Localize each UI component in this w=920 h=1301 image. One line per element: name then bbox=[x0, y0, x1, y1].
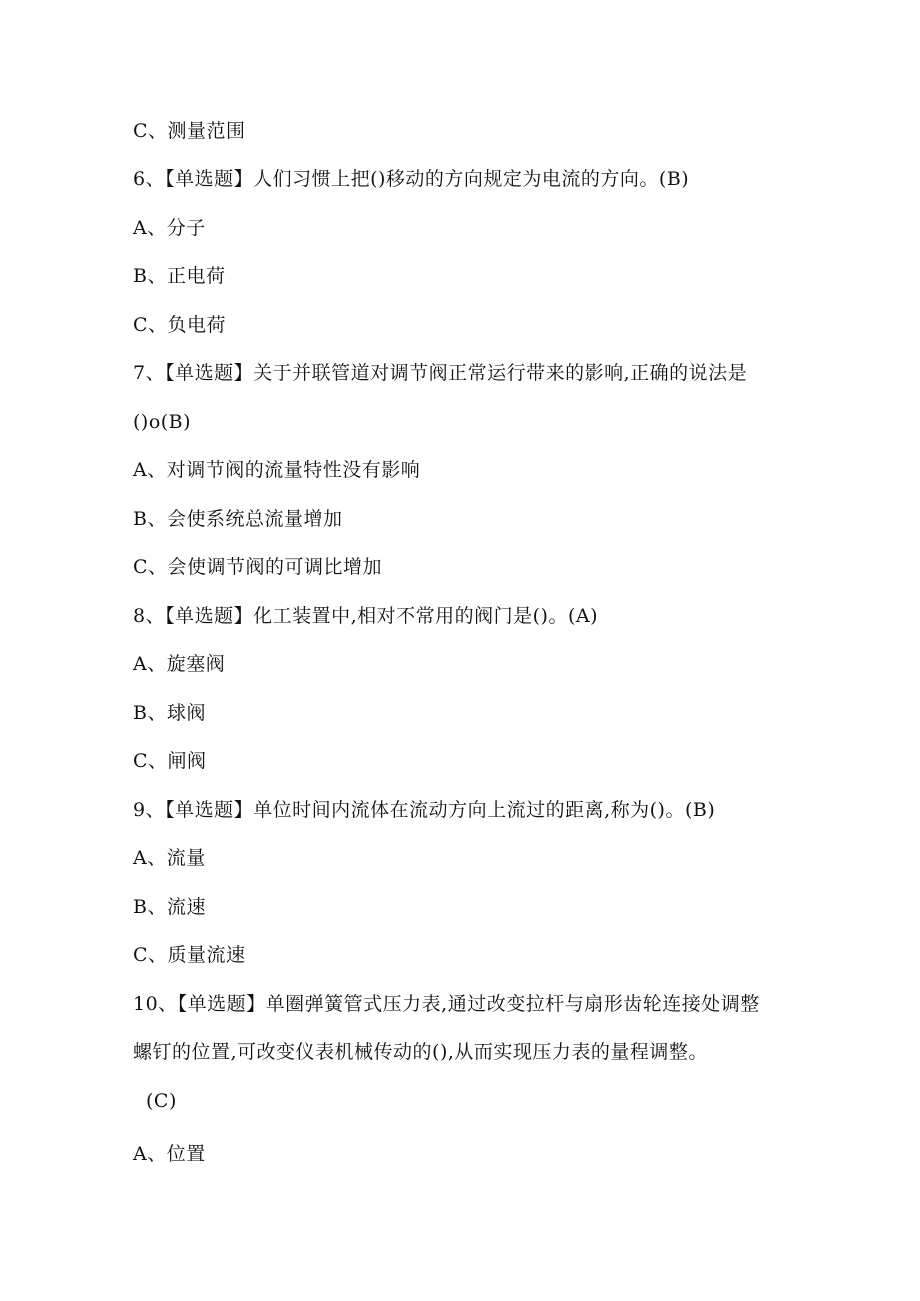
question-line-q7: 7、【单选题】关于并联管道对调节阀正常运行带来的影响,正确的说法是 bbox=[133, 362, 748, 384]
option-line-q6-a: A、分子 bbox=[133, 217, 206, 239]
question-line-q6: 6、【单选题】人们习惯上把()移动的方向规定为电流的方向。(B) bbox=[133, 168, 690, 190]
option-line-q8-c: C、闸阀 bbox=[133, 750, 207, 772]
question-line-q8: 8、【单选题】化工装置中,相对不常用的阀门是()。(A) bbox=[133, 605, 599, 627]
option-line-q9-b: B、流速 bbox=[133, 896, 206, 918]
question-answer-q10: (C) bbox=[146, 1090, 177, 1112]
question-line-q9: 9、【单选题】单位时间内流体在流动方向上流过的距离,称为()。(B) bbox=[133, 799, 716, 821]
question-line-q10: 10、【单选题】单圈弹簧管式压力表,通过改变拉杆与扇形齿轮连接处调整 bbox=[133, 993, 760, 1015]
question-line-q7-cont: ()o(B) bbox=[133, 411, 192, 433]
option-line-q10-a: A、位置 bbox=[133, 1143, 206, 1165]
option-line-q6-b: B、正电荷 bbox=[133, 265, 226, 287]
option-line-q8-a: A、旋塞阀 bbox=[133, 653, 226, 675]
option-line-q7-a: A、对调节阀的流量特性没有影响 bbox=[133, 459, 421, 481]
option-line-q7-b: B、会使系统总流量增加 bbox=[133, 508, 343, 530]
option-line-q6-c: C、负电荷 bbox=[133, 314, 227, 336]
option-line-q9-c: C、质量流速 bbox=[133, 944, 246, 966]
option-line-q9-a: A、流量 bbox=[133, 847, 206, 869]
option-line-q5-c: C、测量范围 bbox=[133, 120, 246, 142]
option-line-q8-b: B、球阀 bbox=[133, 702, 206, 724]
question-line-q10-cont: 螺钉的位置,可改变仪表机械传动的(),从而实现压力表的量程调整。 bbox=[133, 1041, 708, 1063]
option-line-q7-c: C、会使调节阀的可调比增加 bbox=[133, 556, 383, 578]
